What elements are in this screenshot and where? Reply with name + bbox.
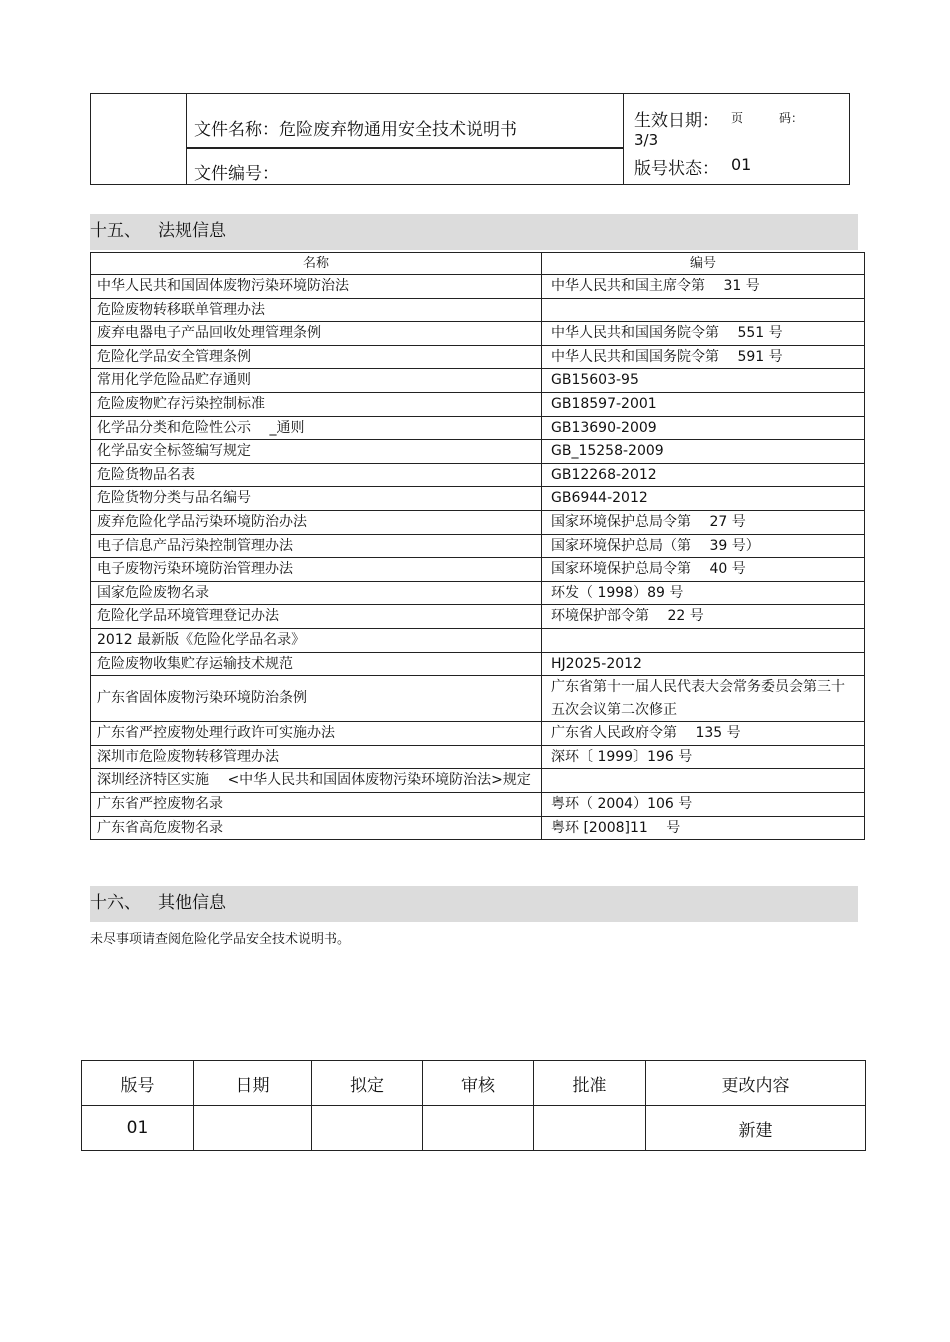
- table-row: [91, 416, 865, 440]
- regulation-name: 电子废物污染环境防治管理办法: [91, 558, 542, 582]
- regulation-name: 废弃电器电子产品回收处理管理条例: [91, 322, 542, 346]
- revision-table: [81, 1060, 866, 1151]
- column-header-code: 编号: [542, 253, 865, 275]
- table-row: [91, 816, 865, 840]
- logo-cell: [91, 94, 187, 184]
- table-row: [91, 652, 865, 676]
- regulation-code: 中华人民共和国国务院令第 591 号: [542, 345, 865, 369]
- table-row: [91, 345, 865, 369]
- regulation-code: 深环〔 1999〕196 号: [542, 745, 865, 769]
- regulation-code: GB15603-95: [542, 369, 865, 393]
- regulation-name: 危险废物收集贮存运输技术规范: [91, 652, 542, 676]
- table-row: [91, 769, 865, 793]
- table-row: [91, 745, 865, 769]
- other-info-note: 未尽事项请查阅危险化学品安全技术说明书。: [90, 932, 351, 947]
- regulation-code: HJ2025-2012: [542, 652, 865, 676]
- regulation-name: 国家危险废物名录: [91, 581, 542, 605]
- revision-body: [82, 1061, 866, 1151]
- regulation-name: 中华人民共和国固体废物污染环境防治法: [91, 275, 542, 299]
- file-number-label: 文件编号：: [194, 164, 279, 184]
- section-15-heading: [90, 214, 858, 250]
- regulation-code: 环发（ 1998）89 号: [542, 581, 865, 605]
- regulation-name: 危险货物品名表: [91, 463, 542, 487]
- regulation-name: 危险废物贮存污染控制标准: [91, 392, 542, 416]
- revision-column-header: 日期: [194, 1061, 312, 1106]
- regulation-name: 化学品安全标签编写规定: [91, 440, 542, 464]
- revision-column-header: 拟定: [312, 1061, 423, 1106]
- regulation-code: GB12268-2012: [542, 463, 865, 487]
- table-row: [91, 298, 865, 322]
- regulation-code: [542, 298, 865, 322]
- regulation-name: 深圳市危险废物转移管理办法: [91, 745, 542, 769]
- table-row: [91, 605, 865, 629]
- revision-row: [82, 1106, 866, 1151]
- meta-cell: [624, 94, 849, 184]
- revision-cell: 01: [82, 1106, 194, 1151]
- regulation-code: 国家环境保护总局令第 27 号: [542, 510, 865, 534]
- table-row: [91, 510, 865, 534]
- revision-cell: [194, 1106, 312, 1151]
- regulation-name: 2012 最新版《危险化学品名录》: [91, 628, 542, 652]
- table-row: [91, 793, 865, 817]
- version-status-label: 版号状态：: [634, 159, 719, 179]
- table-row: [91, 275, 865, 299]
- version-status-value: 01: [731, 155, 752, 174]
- regulation-name: 广东省严控废物处理行政许可实施办法: [91, 722, 542, 746]
- file-number-cell: [186, 149, 624, 184]
- table-row: [91, 628, 865, 652]
- table-row: [91, 369, 865, 393]
- regulation-name: 广东省固体废物污染环境防治条例: [91, 676, 542, 722]
- section-16-number: 十六、: [90, 893, 141, 913]
- regulation-name: 电子信息产品污染控制管理办法: [91, 534, 542, 558]
- regulation-code: [542, 628, 865, 652]
- section-16-title: 其他信息: [158, 893, 226, 913]
- revision-column-header: 审核: [423, 1061, 534, 1106]
- effective-date-label: 生效日期：: [634, 111, 719, 131]
- revision-cell: [312, 1106, 423, 1151]
- revision-header-row: [82, 1061, 866, 1106]
- table-header-row: [91, 253, 865, 275]
- revision-column-header: 批准: [534, 1061, 646, 1106]
- regulation-code: 粤环（ 2004）106 号: [542, 793, 865, 817]
- table-row: [91, 722, 865, 746]
- regulation-name: 广东省严控废物名录: [91, 793, 542, 817]
- page-number: 3/3: [634, 131, 659, 149]
- regulation-name: 化学品分类和危险性公示 _通则: [91, 416, 542, 440]
- document-header: [90, 93, 850, 185]
- page-code-label: 码：: [779, 111, 804, 125]
- table-row: [91, 440, 865, 464]
- regulation-code: 环境保护部令第 22 号: [542, 605, 865, 629]
- regulation-code: 广东省人民政府令第 135 号: [542, 722, 865, 746]
- regulation-code: GB_15258-2009: [542, 440, 865, 464]
- regulation-name: 危险废物转移联单管理办法: [91, 298, 542, 322]
- table-row: [91, 581, 865, 605]
- regulation-code: [542, 769, 865, 793]
- table-row: [91, 463, 865, 487]
- table-row: [91, 487, 865, 511]
- regulation-name: 危险化学品安全管理条例: [91, 345, 542, 369]
- table-row: [91, 534, 865, 558]
- revision-cell: [423, 1106, 534, 1151]
- regulation-code: GB13690-2009: [542, 416, 865, 440]
- regulation-code: GB6944-2012: [542, 487, 865, 511]
- table-row: [91, 322, 865, 346]
- file-name-cell: [186, 94, 624, 149]
- section-15-title: 法规信息: [158, 221, 226, 241]
- regulation-code: 中华人民共和国主席令第 31 号: [542, 275, 865, 299]
- revision-cell: 新建: [646, 1106, 866, 1151]
- regulations-table: [90, 252, 865, 840]
- table-row: [91, 676, 865, 722]
- column-header-name: 名称: [91, 253, 542, 275]
- regulation-code: 粤环 [2008]11 号: [542, 816, 865, 840]
- regulation-name: 深圳经济特区实施 <中华人民共和国固体废物污染环境防治法>规定: [91, 769, 542, 793]
- revision-cell: [534, 1106, 646, 1151]
- regulation-name: 危险化学品环境管理登记办法: [91, 605, 542, 629]
- regulation-code: 国家环境保护总局（第 39 号）: [542, 534, 865, 558]
- regulation-name: 常用化学危险品贮存通则: [91, 369, 542, 393]
- regulation-name: 危险货物分类与品名编号: [91, 487, 542, 511]
- table-row: [91, 558, 865, 582]
- regulation-code: 国家环境保护总局令第 40 号: [542, 558, 865, 582]
- section-15-number: 十五、: [90, 221, 141, 241]
- regulations-body: [91, 275, 865, 840]
- revision-column-header: 更改内容: [646, 1061, 866, 1106]
- regulation-code: GB18597-2001: [542, 392, 865, 416]
- regulation-code: 中华人民共和国国务院令第 551 号: [542, 322, 865, 346]
- page-label: 页: [731, 111, 744, 125]
- regulation-code: 广东省第十一届人民代表大会常务委员会第三十五次会议第二次修正: [542, 676, 865, 722]
- revision-column-header: 版号: [82, 1061, 194, 1106]
- section-16-heading: [90, 886, 858, 922]
- file-name-label: 文件名称：危险废弃物通用安全技术说明书: [194, 120, 517, 140]
- table-row: [91, 392, 865, 416]
- regulation-name: 广东省高危废物名录: [91, 816, 542, 840]
- regulation-name: 废弃危险化学品污染环境防治办法: [91, 510, 542, 534]
